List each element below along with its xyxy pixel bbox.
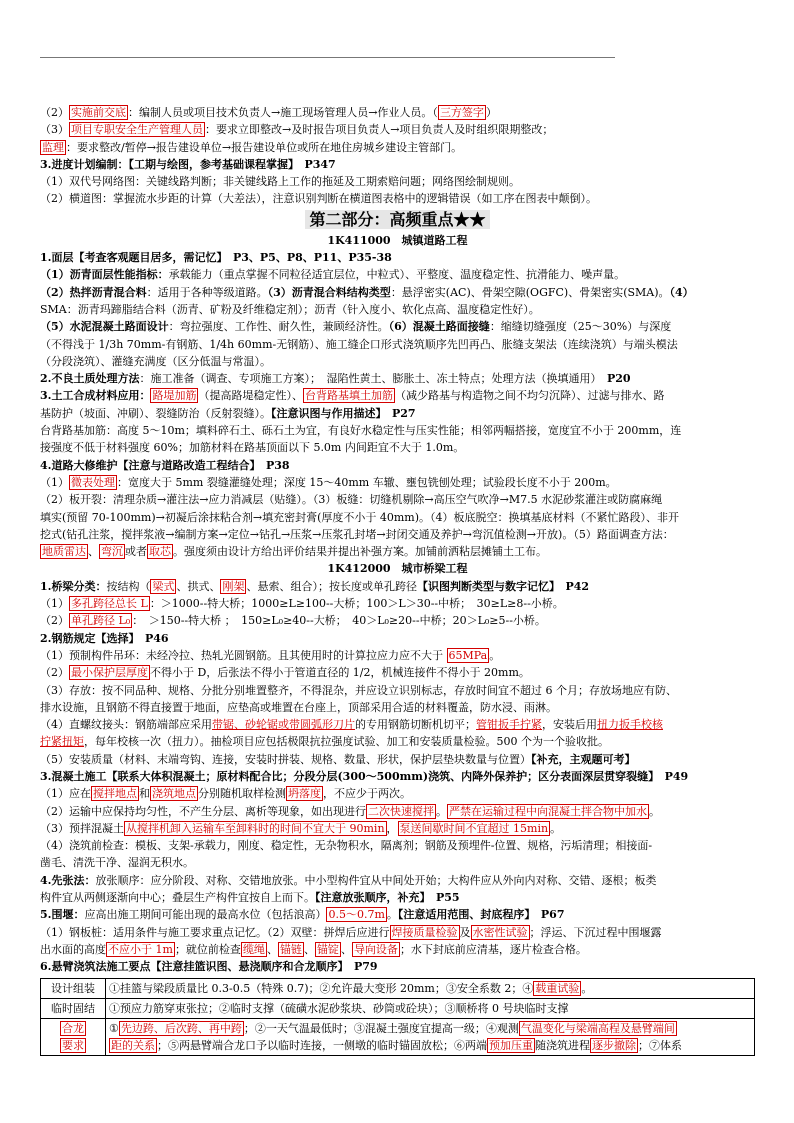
para-line: 3.土工合成材料应用： 路堤加筋 （提高路堤稳定性）、 台背路基填土加筋 （减少路基与构造物之间不均匀沉降）、过滤与排水、路 [40,389,665,403]
para-line: 地质雷达 、 弯沉 或者 取芯 。强度须由设计方给出评价结果并提出补强方案。加铺前洒粘层摊铺土工布。 [42,545,547,559]
section-heading: 3.进度计划编制：【工期与绘图，参考基础课程掌握】 P347 [40,157,336,171]
para-line: （3） 项目专职安全生产管理人员 ：要求立即整改→及时报告项目负责人→项目负责人及时组织限期整改； [40,123,554,137]
para-line: SMA：沥青玛蹄脂结合料（沥青、矿粉及纤维稳定剂）；沥青（针入度小、软化点高、温度稳定性好）。 [40,302,540,316]
para-line: （5）水泥混凝土路面设计：弯拉强度、工作性、耐久性，兼顾经济性。（6）混凝土路面接缝：缩缝切缝强度（25～30%）与深度 [40,320,672,334]
para-line: 挖式(钻孔注浆，搅拌浆液→编制方案→定位→钻孔→压浆→压浆孔封堵→封闭交通及养护→弯沉值检测→开放)。（5）路面调查方法： [40,527,674,541]
para-line: （不得浅于 1/3h 70mm-有钢筋、1/4h 60mm-无钢筋）、施工缝企口形式浇筑顺序先凹再凸、胀缝支架法（连续浇筑）与端头模法 [40,337,678,351]
table-cell: ①预应力筋穿束张拉；②临时支撑（硫磺水泥砂浆块、砂筒或砼块）；③顺桥将 0 号块临时支撑 [106,998,755,1018]
para-line: （分段浇筑）、灌缝充满度（区分低温与常温）。 [40,354,271,368]
para-line: （3）预拌混凝土 从搅拌机卸入运输车至卸料时的时间不宜大于 90min ， 泵送间歇时间不宜超过 15min 。 [40,821,562,835]
para-line: （5）安装质量（材料、末端弯钩、连接，安装时拼装、规格、数量、形状，保护层垫块数量与位置）【补充，主观题可考】 [40,752,636,766]
para-line: （1）钢板桩：适用条件与施工要求重点记忆。（2）双壁：拼焊后应进行 焊接质量检验 及 水密性试验 ；浮运、下沉过程中围堰露 [40,925,662,939]
table-cell: ①挂篮与梁段质量比 0.3-0.5（特殊 0.7)；②允许最大变形 20mm；③安全系数 2；④ 载重试验 。 [106,978,755,998]
para-line: 5.围堰：应高出施工期间可能出现的最高水位（包括浪高） 0.5～0.7m 。【注意适用范围、封底程序】 P67 [40,908,565,922]
table-row-header: 设计组装 [41,978,106,998]
section-heading: 1.面层【考查客观题目居多，需记忆】 P3、P5、P8、P11、P35-38 [40,251,392,265]
para-line: （2） 最小保护层厚度 不得小于 D，后张法不得小于管道直径的 1/2，机械连接件不得小于 20mm。 [40,666,530,680]
part-title: 第二部分：高频重点★★ [40,208,755,232]
table-row-header: 合龙 要求 [41,1018,106,1055]
para-line: 出水面的高度 不应小于 1m ；就位前检查 缆绳 、 锚链 、 锚锭 、 导向设备 ；水下封底前应清基，逐片检查合格。 [40,942,587,956]
chapter-title: 1K411000 城镇道路工程 [327,233,468,247]
cantilever-table [40,978,755,1056]
table-cell: ① 先边跨、后次跨、再中跨 ；②一天气温最低时；③混凝土强度宜提高一级；④观测 气温变化与梁端高程及悬臂端间 距的关系 ；⑤两悬臂端合龙口予以临时连接，一侧墩的临时锚固放松；⑥两端 预加压重 随浇筑进程 逐步撤除 ；⑦体系 [106,1018,755,1055]
para-line: 排水设施，且钢筋不得直接置于地面，应垫高或堆置在台座上，顶部采用合适的材料覆盖，防水浸、雨淋。 [40,700,557,714]
para-line: （1）预制构件吊环：未经冷拉、热轧光圆钢筋。且其使用时的计算拉应力应不大于 65MPa 。 [40,648,501,662]
para-line: 凿毛、清洗干净、湿润无积水。 [40,856,194,870]
para-line: （4）浇筑前检查：模板、支架-承载力，刚度、稳定性，无杂物积水，隔离剂；钢筋及预埋件-位置、规格，污垢清理；相接面- [40,839,653,853]
para-line: 1.桥梁分类：按结构（ 梁式 、拱式、 刚架 、悬索、组合）；按长度或单孔跨径【识图判断类型与数字记忆】 P42 [40,579,590,593]
chapter-title: 1K412000 城市桥梁工程 [327,562,468,576]
section-heading: 2.钢筋规定【选择】 P46 [40,631,169,645]
section-heading: 4.道路大修维护【注意与道路改造工程结合】 P38 [40,458,290,472]
document-body [40,104,755,1056]
para-line: 台背路基加筋：高度 5～10m；填料碎石土、砾石土为宜，有良好水稳定性与压实性能；相邻两幅搭接，宽度宜不小于 200mm，连 [40,424,682,438]
para-line: 拧紧扭矩，每年校核一次（扭力）。抽检项目应包括极限抗拉强度试验、加工和安装质量检验。500 个为一个验收批。 [40,735,609,749]
para-line: （2）热拌沥青混合料：适用于各种等级道路。（3）沥青混合料结构类型：悬浮密实(AC)、骨架空隙(OGFC)、骨架密实(SMA)。（4） [40,285,694,299]
para-line: 监理 ：要求整改/暂停→报告建设单位→报告建设单位或所在地住房城乡建设主管部门。 [42,140,463,154]
table-row [41,998,755,1018]
section-heading: 6.悬臂浇筑法施工要点【注意挂篮识图、悬浇顺序和合龙顺序】 P79 [40,960,378,974]
para-line: 填实(预留 70-100mm)→初凝后涂抹粘合剂→填充密封膏(厚度不小于 40mm)。（4）板底脱空：换填基底材料（不紧忙路段）、非开 [40,510,680,524]
para-line: （3）存放：按不同品种、规格、分批分别堆置整齐，不得混杂，并应设立识别标志，存放时间宜不超过 6 个月；存放场地应有防、 [40,683,677,697]
para-line: （2）运输中应保持均匀性，不产生分层、离析等现象，如出现进行 二次快速搅拌 。 严禁在运输过程中向混凝土拌合物中加水 。 [40,804,660,818]
table-row [41,978,755,998]
section-heading: 3.混凝土施工【联系大体积混凝土；原材料配合比；分段分层(300～500mm)浇筑、内降外保养护；区分表面深层贯穿裂缝】 P49 [40,769,689,783]
para-line: （4）直螺纹接头：钢筋端部应采用带锯、砂轮锯或带圆弧形刀片的专用钢筋切断机切平；管钳扳手拧紧，安装后用扭力扳手校核 [40,718,663,732]
para-line: 4.先张法：放张顺序：应分阶段、对称、交错地放张。中小型构件宜从中间处开始；大构件应从外向内对称、交错、逐根；板类 [40,873,657,887]
para-line: 接强度不低于材料强度 60%；加筋材料在路基顶面以下 5.0m 内间距宜不大于 1.0m。 [40,441,465,455]
table-row-header: 临时固结 [41,998,106,1018]
para-line: （1） 多孔跨径总长 L ：＞1000--特大桥；1000≥L≥100--大桥；100＞L＞30--中桥； 30≥L≥8--小桥。 [40,597,564,611]
para-line: （1）沥青面层性能指标：承载能力（重点掌握不同粒径适宜层位，中粒式）、平整度、温度稳定性、抗滑能力、噪声量。 [40,268,626,282]
table-row [41,1018,755,1055]
para-line: （1）双代号网络图：关键线路判断；非关键线路上工作的拖延及工期索赔问题；网络图绘制规则。 [40,175,520,189]
para-line: （1） 微表处理 ：宽度大于 5mm 裂缝灌缝处理；深度 15～40mm 车辙、壅包铣刨处理；试验段长度不小于 200m。 [40,475,617,489]
para-line: （2） 实施前交底 ：编制人员或项目技术负责人→施工现场管理人员→作业人员。（ 三方签字 ） [40,106,497,119]
para-line: （2）横道图：掌握流水步距的计算（大差法），注意识别判断在横道图表格中的逻辑错误（如工序在图表中颠倒）。 [40,192,597,206]
para-line: 基防护（坡面、冲刷）、裂缝防治（反射裂缝）。【注意识图与作用描述】 P27 [40,406,416,420]
para-line: （2）板开裂：清理杂质→灌注法→应力消减层（贴缝）。（3）板缝：切缝机剔除→高压空气吹净→M7.5 水泥砂浆灌注或防腐麻绳 [40,493,663,507]
para-line: 构件宜从两侧逐渐向中心；叠层生产构件宜按自上而下。【注意放张顺序，补充】 P55 [40,891,460,905]
para-line: （1）应在 搅拌地点 和 浇筑地点 分别随机取样检测 坍落度 ，不应少于两次。 [40,787,411,801]
para-line: （2） 单孔跨径 L₀ ： ＞150--特大桥 ； 150≥L₀≥40--大桥； 40＞L₀≥20--中桥；20＞L₀≥5--小桥。 [40,614,546,628]
para-line: 2.不良土质处理方法：施工准备（调查、专项施工方案）； 湿陷性黄土、膨胀土、冻土特点；处理方法（换填通用） P20 [40,372,631,386]
top-rule [40,57,615,58]
